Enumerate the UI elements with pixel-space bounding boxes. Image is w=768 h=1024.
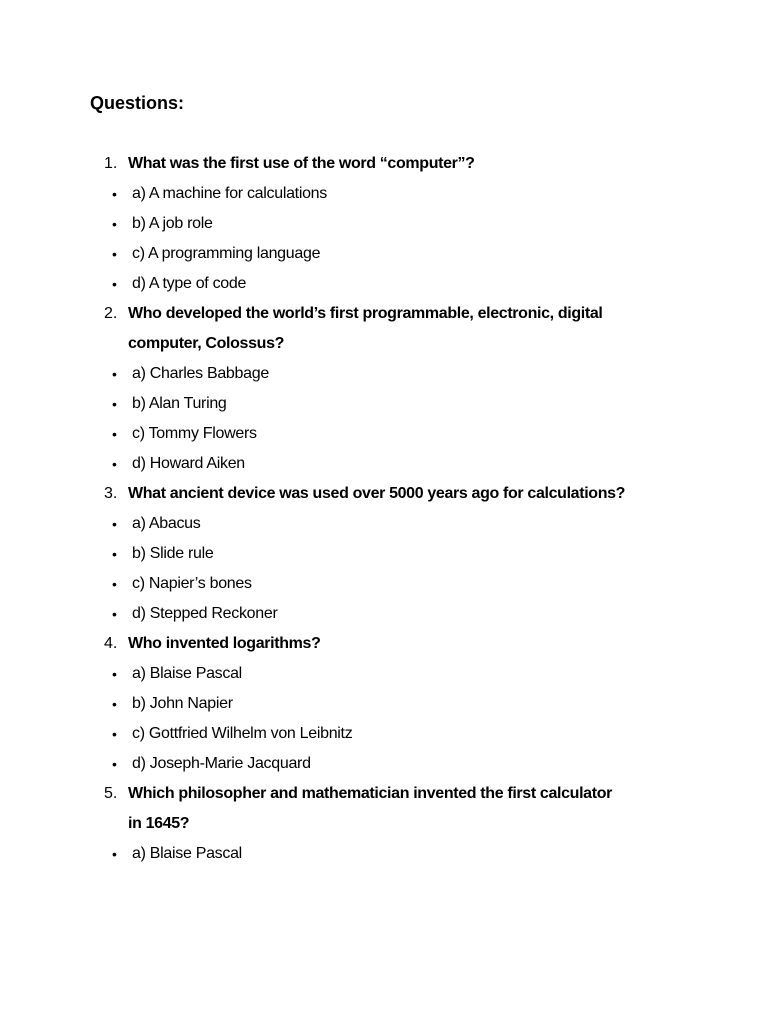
answer-option-text: a) A machine for calculations: [132, 185, 327, 202]
question-number: 5.: [104, 785, 118, 802]
answer-option: [0, 269, 768, 299]
question-text: Who developed the world’s first programmable, electronic, digital computer, Colossus?: [128, 305, 603, 352]
question-list: [0, 149, 768, 869]
bullet-icon: •: [112, 666, 117, 682]
bullet-icon: •: [112, 756, 117, 772]
answer-option: [0, 419, 768, 449]
question-5: [0, 779, 628, 839]
answer-option-text: a) Blaise Pascal: [132, 845, 242, 862]
answer-option: [0, 599, 768, 629]
answer-option-text: b) Slide rule: [132, 545, 214, 562]
question-text: What was the first use of the word “computer”?: [128, 155, 475, 172]
answer-option-text: c) A programming language: [132, 245, 321, 262]
question-number: 4.: [104, 635, 118, 652]
answer-option: [0, 449, 768, 479]
answer-option-text: c) Tommy Flowers: [132, 425, 257, 442]
bullet-icon: •: [112, 696, 117, 712]
answer-option: [0, 239, 768, 269]
bullet-icon: •: [112, 426, 117, 442]
bullet-icon: •: [112, 456, 117, 472]
bullet-icon: •: [112, 546, 117, 562]
question-number: 1.: [104, 155, 118, 172]
question-text: Who invented logarithms?: [128, 635, 321, 652]
answer-option: [0, 359, 768, 389]
answer-option-text: a) Blaise Pascal: [132, 665, 242, 682]
bullet-icon: •: [112, 726, 117, 742]
answer-option-text: d) Joseph-Marie Jacquard: [132, 755, 311, 772]
answer-option: [0, 209, 768, 239]
answer-option-text: d) Stepped Reckoner: [132, 605, 278, 622]
answer-option-text: b) A job role: [132, 215, 213, 232]
answer-option-text: d) A type of code: [132, 275, 247, 292]
bullet-icon: •: [112, 366, 117, 382]
answer-option-text: a) Abacus: [132, 515, 201, 532]
bullet-icon: •: [112, 606, 117, 622]
bullet-icon: •: [112, 186, 117, 202]
bullet-icon: •: [112, 396, 117, 412]
bullet-icon: •: [112, 846, 117, 862]
question-2: [0, 299, 628, 359]
answer-option: [0, 179, 768, 209]
question-3: [0, 479, 628, 509]
answer-option-text: c) Napier’s bones: [132, 575, 252, 592]
bullet-icon: •: [112, 276, 117, 292]
bullet-icon: •: [112, 216, 117, 232]
bullet-icon: •: [112, 246, 117, 262]
bullet-icon: •: [112, 516, 117, 532]
question-4: [0, 629, 628, 659]
answer-option: [0, 569, 768, 599]
answer-option: [0, 749, 768, 779]
question-number: 2.: [104, 305, 118, 322]
answer-option: [0, 659, 768, 689]
question-text: Which philosopher and mathematician invented the first calculator in 1645?: [128, 785, 613, 832]
question-text: What ancient device was used over 5000 years ago for calculations?: [128, 485, 626, 502]
answer-option-text: d) Howard Aiken: [132, 455, 245, 472]
answer-option: [0, 719, 768, 749]
answer-option: [0, 509, 768, 539]
answer-option-text: c) Gottfried Wilhelm von Leibnitz: [132, 725, 353, 742]
answer-option-text: b) John Napier: [132, 695, 233, 712]
answer-option: [0, 539, 768, 569]
answer-option-text: b) Alan Turing: [132, 395, 227, 412]
question-number: 3.: [104, 485, 118, 502]
question-1: [0, 149, 628, 179]
answer-option: [0, 389, 768, 419]
answer-option: [0, 689, 768, 719]
questions-heading: Questions:: [90, 93, 185, 113]
answer-option-text: a) Charles Babbage: [132, 365, 269, 382]
answer-option: [0, 839, 768, 869]
bullet-icon: •: [112, 576, 117, 592]
